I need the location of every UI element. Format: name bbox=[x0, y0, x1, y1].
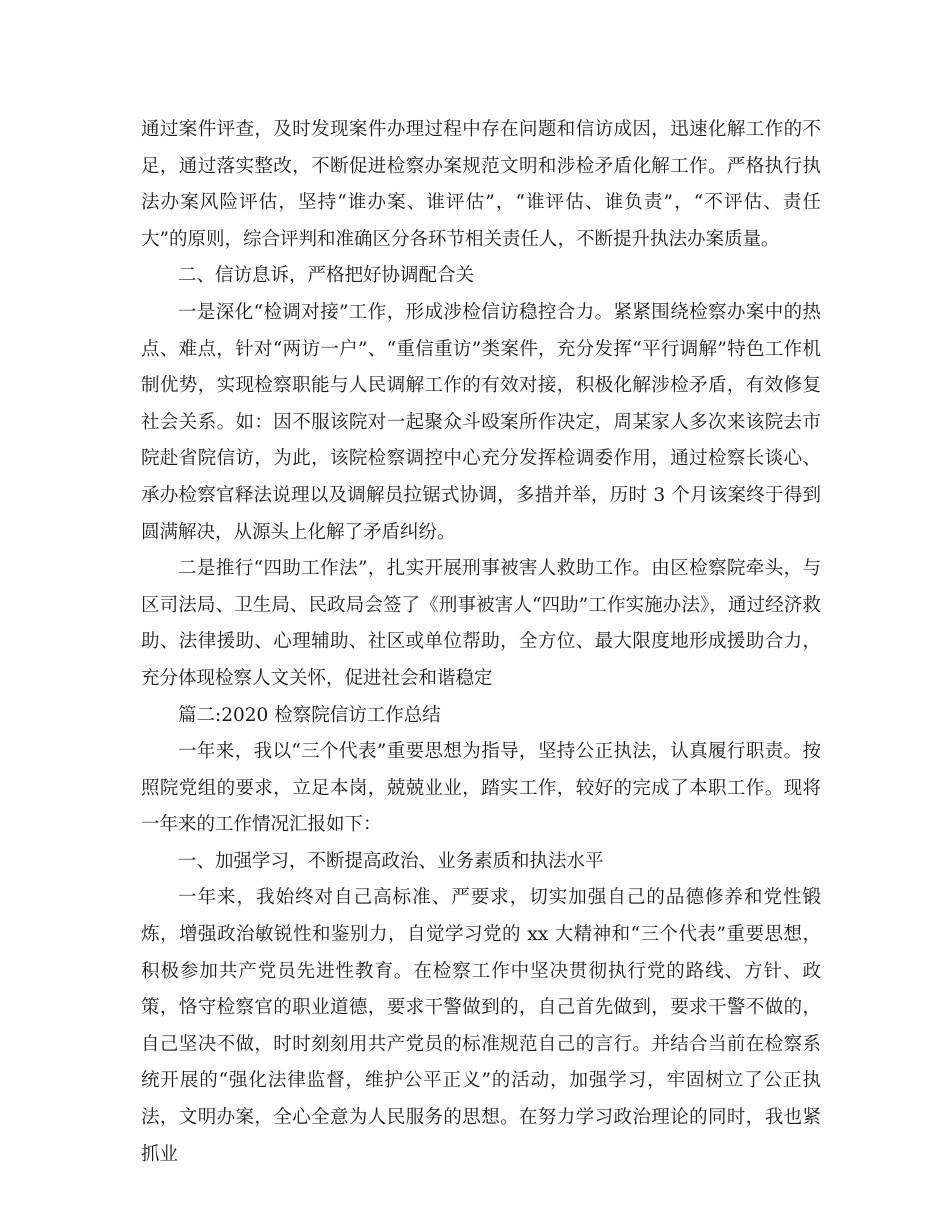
section-heading-study: 一、加强学习，不断提高政治、业务素质和执法水平 bbox=[178, 850, 604, 872]
paragraph-self-discipline: 一年来，我始终对自己高标准、严要求，切实加强自己的品德修养和党性锻炼，增强政治敏锐性和鉴别力，自觉学习党的 xx 大精神和“三个代表”重要思想，积极参加共产党员先进性教育。在检察工作中坚决贯彻执行党的路线、方针、政策，恪守检察官的职业道德，要求干警做到的，自己首先做到，要求干警不做的，自己坚决不做，时时刻刻用共产党员的标准规范自己的言行。并结合当前在检察系统开展的“强化法律监督，维护公平正义”的活动，加强学习，牢固树立了公正执法，文明办案，全心全意为人民服务的思想。在努力学习政治理论的同时，我也紧抓业 bbox=[141, 887, 821, 1165]
paragraph-year-intro: 一年来，我以“三个代表”重要思想为指导，坚持公正执法，认真履行职责。按照院党组的要求，立足本岗，兢兢业业，踏实工作，较好的完成了本职工作。现将一年来的工作情况汇报如下： bbox=[141, 741, 821, 836]
paragraph-mediation: 一是深化“检调对接”工作，形成涉检信访稳控合力。紧紧围绕检察办案中的热点、难点，针对“两访一户”、“重信重访”类案件，充分发挥“平行调解”特色工作机制优势，实现检察职能与人民调解工作的有效对接，积极化解涉检矛盾，有效修复社会关系。如：因不服该院对一起聚众斗殴案所作决定，周某家人多次来该院去市院赴省院信访，为此，该院检察调控中心充分发挥检调委作用，通过检察长谈心、承办检察官释法说理以及调解员拉锯式协调，多措并举，历时 3 个月该案终于得到圆满解决，从源头上化解了矛盾纠纷。 bbox=[141, 301, 821, 543]
paragraph-victim-aid: 二是推行“四助工作法”，扎实开展刑事被害人救助工作。由区检察院牵头，与区司法局、卫生局、民政局会签了《刑事被害人“四助”工作实施办法》，通过经济救助、法律援助、心理辅助、社区或单位帮助，全方位、最大限度地形成援助合力，充分体现检察人文关怀，促进社会和谐稳定 bbox=[141, 558, 821, 689]
paragraph-case-review: 通过案件评查，及时发现案件办理过程中存在问题和信访成因，迅速化解工作的不足，通过落实整改，不断促进检察办案规范文明和涉检矛盾化解工作。严格执行执法办案风险评估，坚持“谁办案、谁评估”，“谁评估、谁负责”，“不评估、责任大”的原则，综合评判和准确区分各环节相关责任人，不断提升执法办案质量。 bbox=[141, 119, 821, 250]
section-heading-petition: 二、信访息诉，严格把好协调配合关 bbox=[178, 265, 475, 287]
document-body bbox=[141, 112, 821, 1173]
article-two-title: 篇二:2020 检察院信访工作总结 bbox=[178, 704, 441, 726]
